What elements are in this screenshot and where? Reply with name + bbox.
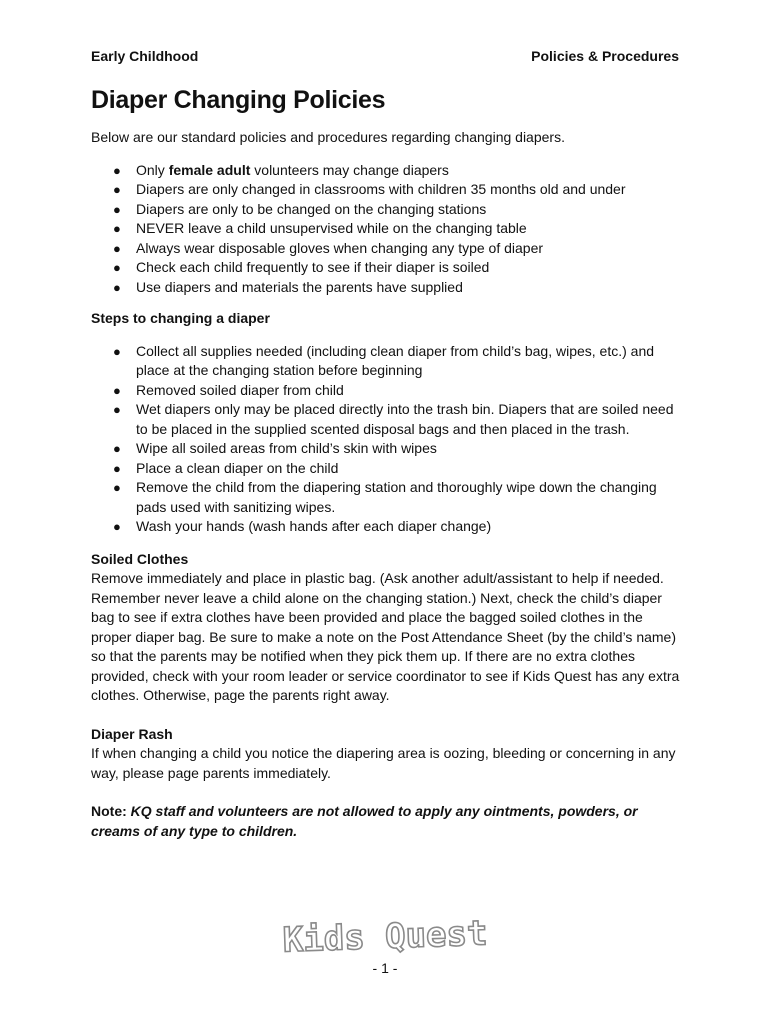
soiled-clothes-text: Remove immediately and place in plastic bag. (Ask another adult/assistant to help if needed. Remember never leave a child alone on the changing station.) Next, check the child’s diaper bag to see if extra clothes have been provided and place the bagged soiled clothes in the proper diaper bag. Be sure to make a note on the Post Attendance Sheet (by the child’s name) so that the parents may be notified when they pick them up. If there are no extra clothes provided, check with your room leader or service coordinator to see if Kids Quest has any extra clothes. Otherwise, page the parents right away. xyxy=(91,570,680,703)
bullet-icon: ● xyxy=(113,519,121,534)
bullet-icon: ● xyxy=(113,162,121,178)
diaper-rash-heading: Diaper Rash xyxy=(91,725,173,742)
list-item: ● Removed soiled diaper from child xyxy=(91,381,687,401)
policy-list xyxy=(91,161,687,298)
bullet-icon: ● xyxy=(113,480,121,495)
spacer xyxy=(91,783,687,802)
note-text: KQ staff and volunteers are not allowed to apply any ointments, powders, or creams of any type to children. xyxy=(91,803,638,839)
spacer xyxy=(91,706,687,725)
page-number: - 1 - xyxy=(372,960,398,976)
header-left: Early Childhood xyxy=(91,48,199,64)
logo-text: Kids Quest xyxy=(282,913,489,961)
list-item: ● Use diapers and materials the parents have supplied xyxy=(91,278,687,298)
list-item: ● NEVER leave a child unsupervised while on the changing table xyxy=(91,219,687,239)
note-label: Note: xyxy=(91,803,127,819)
header-right: Policies & Procedures xyxy=(531,48,679,64)
diaper-rash-text: If when changing a child you notice the diapering area is oozing, bleeding or concerning in any way, please page parents immediately. xyxy=(91,745,676,781)
list-item: ● Diapers are only to be changed on the changing stations xyxy=(91,200,687,220)
bullet-icon: ● xyxy=(113,221,121,236)
document-body xyxy=(91,128,687,841)
bullet-icon: ● xyxy=(113,382,121,398)
bullet-icon: ● xyxy=(113,201,121,217)
list-item: ● Remove the child from the diapering station and thoroughly wipe down the changing pads used with sanitizing wipes. xyxy=(113,479,657,515)
list-item: ● Check each child frequently to see if their diaper is soiled xyxy=(91,258,687,278)
bullet-icon: ● xyxy=(113,279,121,295)
bullet-icon: ● xyxy=(113,182,121,197)
list-item: ● Wash your hands (wash hands after each diaper change) xyxy=(91,517,687,537)
kids-quest-logo xyxy=(282,908,489,961)
bullet-icon: ● xyxy=(113,240,121,256)
list-item: ● Place a clean diaper on the child xyxy=(91,459,687,479)
list-item: ● Only female adult volunteers may change diapers xyxy=(91,161,687,181)
bullet-icon: ● xyxy=(113,441,121,456)
bullet-icon: ● xyxy=(113,460,121,476)
list-item: ● Wipe all soiled areas from child’s skin with wipes xyxy=(91,439,687,459)
note-paragraph xyxy=(91,802,687,841)
steps-list xyxy=(91,342,687,537)
list-item: ● Wet diapers only may be placed directly into the trash bin. Diapers that are soiled need to be placed in the supplied scented disposal bags and then placed in the trash. xyxy=(113,401,674,437)
soiled-clothes-heading: Soiled Clothes xyxy=(91,550,189,567)
steps-heading: Steps to changing a diaper xyxy=(91,310,270,326)
bullet-icon: ● xyxy=(113,402,121,417)
bullet-icon: ● xyxy=(113,343,121,359)
list-item: ● Collect all supplies needed (including clean diaper from child’s bag, wipes, etc.) and place at the changing station before beginning xyxy=(113,342,655,378)
list-item: ● Always wear disposable gloves when changing any type of diaper xyxy=(91,239,687,259)
emphasis-text: female adult xyxy=(168,161,251,178)
intro-text: Below are our standard policies and procedures regarding changing diapers. xyxy=(91,129,565,145)
page-title: Diaper Changing Policies xyxy=(91,86,386,114)
bullet-icon: ● xyxy=(113,260,121,275)
list-item: ● Diapers are only changed in classrooms with children 35 months old and under xyxy=(91,180,687,200)
